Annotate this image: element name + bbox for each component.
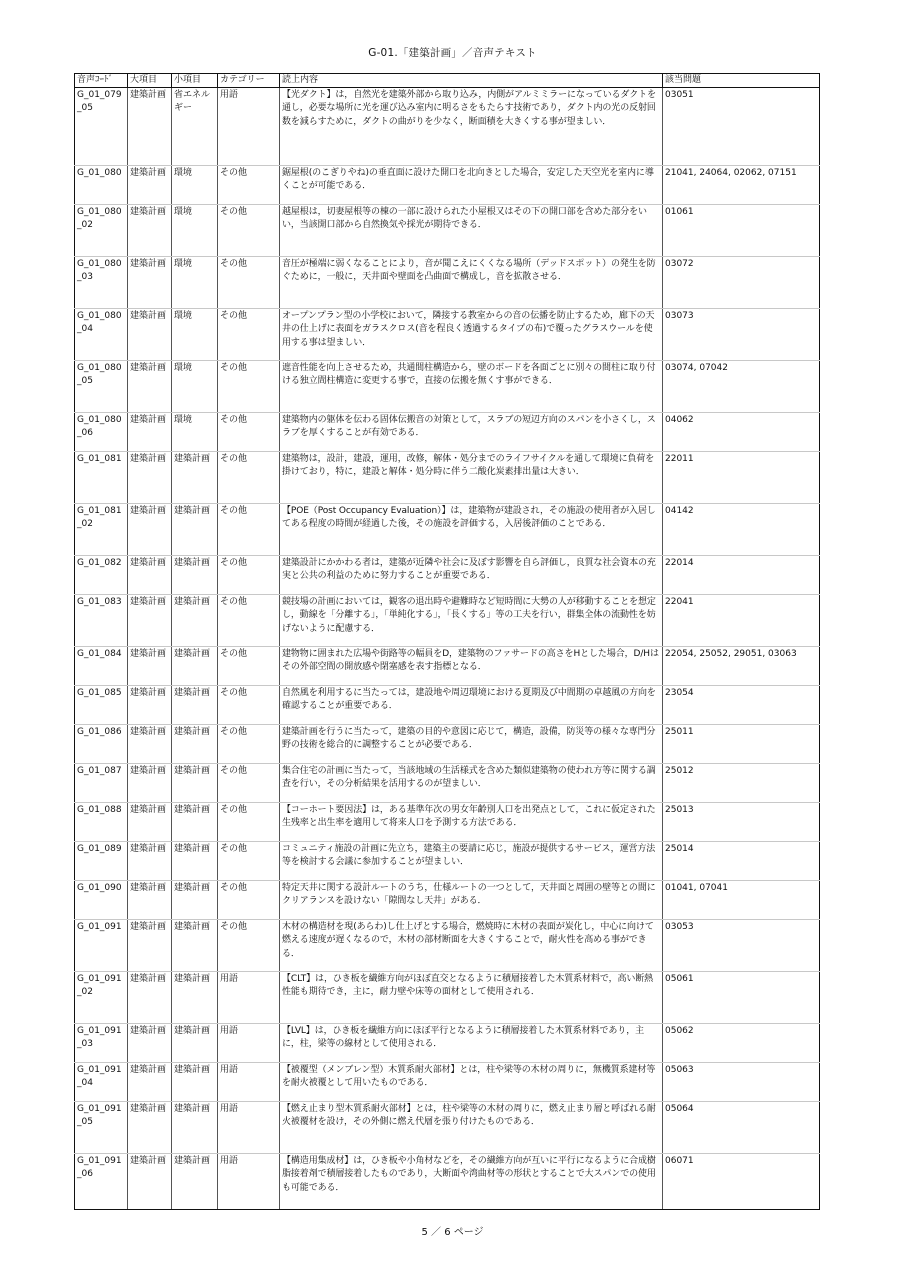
- cell-code: G_01_080_03: [75, 257, 128, 309]
- cell-minor: 建築計画: [172, 972, 218, 1024]
- cell-major: 建築計画: [128, 88, 172, 166]
- cell-minor: 環境: [172, 361, 218, 413]
- cell-text: 建築設計にかかわる者は，建築が近隣や社会に及ぼす影響を自ら評価し，良質な社会資本の充実と公共の利益のために努力することが重要である．: [280, 556, 663, 595]
- cell-minor: 建築計画: [172, 452, 218, 504]
- cell-problem: 05064: [663, 1102, 820, 1154]
- cell-category: その他: [218, 257, 280, 309]
- cell-problem: 03074, 07042: [663, 361, 820, 413]
- cell-minor: 建築計画: [172, 1063, 218, 1102]
- cell-category: 用語: [218, 1063, 280, 1102]
- table-row: [75, 88, 820, 166]
- table-row: [75, 881, 820, 920]
- cell-major: 建築計画: [128, 881, 172, 920]
- cell-code: G_01_091_06: [75, 1154, 128, 1210]
- cell-category: その他: [218, 647, 280, 686]
- table-row: [75, 413, 820, 452]
- cell-text: 建築物内の躯体を伝わる固体伝搬音の対策として，スラブの短辺方向のスパンを小さくし，スラブを厚くすることが有効である．: [280, 413, 663, 452]
- cell-minor: 建築計画: [172, 595, 218, 647]
- cell-problem: 22054, 25052, 29051, 03063: [663, 647, 820, 686]
- cell-problem: 03072: [663, 257, 820, 309]
- cell-text: 木材の構造材を現(あらわ)し仕上げとする場合，燃焼時に木材の表面が炭化し，中心に向けて燃える速度が遅くなるので，木材の部材断面を大きくすることで，耐火性を高める事ができる．: [280, 920, 663, 972]
- cell-minor: 建築計画: [172, 842, 218, 881]
- table-row: [75, 842, 820, 881]
- cell-code: G_01_080_06: [75, 413, 128, 452]
- cell-major: 建築計画: [128, 595, 172, 647]
- table-row: [75, 686, 820, 725]
- cell-code: G_01_087: [75, 764, 128, 803]
- cell-major: 建築計画: [128, 725, 172, 764]
- cell-category: その他: [218, 556, 280, 595]
- cell-major: 建築計画: [128, 1024, 172, 1063]
- table-row: [75, 205, 820, 257]
- cell-problem: 03073: [663, 309, 820, 361]
- cell-text: 遮音性能を向上させるため，共通間柱構造から，壁のボードを各面ごとに別々の間柱に取り付ける独立間柱構造に変更する事で，直接の伝搬を無くす事ができる．: [280, 361, 663, 413]
- table-row: [75, 803, 820, 842]
- cell-text: 鋸屋根(のこぎりやね)の垂直面に設けた開口を北向きとした場合，安定した天空光を室内に導くことが可能である．: [280, 166, 663, 205]
- table-row: [75, 361, 820, 413]
- cell-code: G_01_079_05: [75, 88, 128, 166]
- cell-code: G_01_086: [75, 725, 128, 764]
- cell-problem: 25011: [663, 725, 820, 764]
- cell-category: その他: [218, 413, 280, 452]
- cell-category: その他: [218, 686, 280, 725]
- cell-category: その他: [218, 595, 280, 647]
- cell-category: その他: [218, 452, 280, 504]
- cell-minor: 建築計画: [172, 803, 218, 842]
- table-row: [75, 972, 820, 1024]
- cell-category: 用語: [218, 1154, 280, 1210]
- cell-code: G_01_080_04: [75, 309, 128, 361]
- table-row: [75, 257, 820, 309]
- cell-problem: 23054: [663, 686, 820, 725]
- table-row: [75, 1063, 820, 1102]
- cell-major: 建築計画: [128, 504, 172, 556]
- cell-minor: 環境: [172, 205, 218, 257]
- cell-problem: 22014: [663, 556, 820, 595]
- cell-major: 建築計画: [128, 1102, 172, 1154]
- cell-code: G_01_081_02: [75, 504, 128, 556]
- cell-problem: 22011: [663, 452, 820, 504]
- cell-text: 【燃え止まり型木質系耐火部材】とは，柱や梁等の木材の周りに，燃え止まり層と呼ばれる耐火被覆材を設け，その外側に燃え代層を張り付けたものである．: [280, 1102, 663, 1154]
- cell-text: コミュニティ施設の計画に先立ち，建築主の要請に応じ，施設が提供するサービス，運営方法等を検討する会議に参加することが望ましい．: [280, 842, 663, 881]
- cell-major: 建築計画: [128, 361, 172, 413]
- cell-category: その他: [218, 205, 280, 257]
- cell-code: G_01_082: [75, 556, 128, 595]
- cell-text: 【被覆型（メンブレン型）木質系耐火部材】とは，柱や梁等の木材の周りに，無機質系建材等を耐火被覆として用いたものである．: [280, 1063, 663, 1102]
- cell-problem: 04062: [663, 413, 820, 452]
- cell-problem: 25014: [663, 842, 820, 881]
- table-row: [75, 1102, 820, 1154]
- cell-minor: 環境: [172, 166, 218, 205]
- cell-minor: 建築計画: [172, 1102, 218, 1154]
- table-row: [75, 504, 820, 556]
- cell-code: G_01_085: [75, 686, 128, 725]
- cell-code: G_01_080_02: [75, 205, 128, 257]
- cell-text: 【CLT】は，ひき板を繊維方向がほぼ直交となるように積層接着した木質系材料で，高い断熱性能も期待でき，主に，耐力壁や床等の面材として使用される．: [280, 972, 663, 1024]
- cell-text: 建築計画を行うに当たって，建築の目的や意図に応じて，構造，設備，防災等の様々な専門分野の技術を総合的に調整することが必要である．: [280, 725, 663, 764]
- cell-text: 【光ダクト】は，自然光を建築外部から取り込み，内側がアルミミラーになっているダクトを通し，必要な場所に光を運び込み室内に明るさをもたらす技術であり，ダクト内の光の反射回数を減らすために，ダクトの曲がりを少なく，断面積を大きくする事が望ましい．: [280, 88, 663, 166]
- cell-code: G_01_081: [75, 452, 128, 504]
- cell-minor: 建築計画: [172, 920, 218, 972]
- cell-category: その他: [218, 504, 280, 556]
- cell-code: G_01_090: [75, 881, 128, 920]
- cell-text: 自然風を利用するに当たっては，建設地や周辺環境における夏期及び中間期の卓越風の方向を確認することが重要である．: [280, 686, 663, 725]
- cell-major: 建築計画: [128, 309, 172, 361]
- table-row: [75, 764, 820, 803]
- cell-text: 建築物は，設計，建設，運用，改修，解体・処分までのライフサイクルを通して環境に負荷を掛けており，特に，建設と解体・処分時に伴う二酸化炭素排出量は大きい．: [280, 452, 663, 504]
- cell-problem: 25012: [663, 764, 820, 803]
- cell-minor: 建築計画: [172, 647, 218, 686]
- table-row: [75, 1154, 820, 1210]
- table-body: [75, 88, 820, 1210]
- table-header-row: [75, 74, 820, 88]
- cell-text: 建物物に囲まれた広場や街路等の幅員をD，建築物のファサードの高さをHとした場合，D/Hはその外部空間の開放感や閉塞感を表す指標となる．: [280, 647, 663, 686]
- table-row: [75, 1024, 820, 1063]
- page-title: G-01.「建築計画」／音声テキスト: [368, 47, 537, 59]
- cell-minor: 建築計画: [172, 556, 218, 595]
- cell-category: その他: [218, 309, 280, 361]
- cell-text: 特定天井に関する設計ルートのうち，仕様ルートの一つとして，天井面と周囲の壁等との間にクリアランスを設けない「隙間なし天井」がある．: [280, 881, 663, 920]
- cell-problem: 05063: [663, 1063, 820, 1102]
- cell-code: G_01_083: [75, 595, 128, 647]
- cell-major: 建築計画: [128, 647, 172, 686]
- col-header-category: カテゴリー: [218, 74, 280, 88]
- cell-category: 用語: [218, 1024, 280, 1063]
- table-row: [75, 920, 820, 972]
- cell-problem: 21041, 24064, 02062, 07151: [663, 166, 820, 205]
- cell-minor: 建築計画: [172, 504, 218, 556]
- cell-minor: 建築計画: [172, 686, 218, 725]
- cell-problem: 01041, 07041: [663, 881, 820, 920]
- table-row: [75, 166, 820, 205]
- cell-major: 建築計画: [128, 842, 172, 881]
- table-row: [75, 452, 820, 504]
- page-number: 5 ／ 6 ページ: [421, 1227, 484, 1238]
- cell-minor: 省エネルギー: [172, 88, 218, 166]
- cell-problem: 05062: [663, 1024, 820, 1063]
- cell-text: オープンプラン型の小学校において，隣接する教室からの音の伝播を防止するため，廊下の天井の仕上げに表面をガラスクロス(音を程良く透過するタイプの布)で覆ったグラスウールを使用する事は望ましい．: [280, 309, 663, 361]
- cell-code: G_01_084: [75, 647, 128, 686]
- cell-minor: 建築計画: [172, 725, 218, 764]
- cell-code: G_01_091_02: [75, 972, 128, 1024]
- cell-text: 越屋根は，切妻屋根等の棟の一部に設けられた小屋根又はその下の開口部を含めた部分をいい，当該開口部から自然換気や採光が期待できる．: [280, 205, 663, 257]
- cell-code: G_01_080: [75, 166, 128, 205]
- cell-text: 【コーホート要因法】は，ある基準年次の男女年齢別人口を出発点として，これに仮定された生残率と出生率を適用して将来人口を予測する方法である．: [280, 803, 663, 842]
- cell-major: 建築計画: [128, 1154, 172, 1210]
- cell-major: 建築計画: [128, 452, 172, 504]
- cell-category: 用語: [218, 972, 280, 1024]
- table-row: [75, 725, 820, 764]
- cell-code: G_01_091_05: [75, 1102, 128, 1154]
- cell-text: 【LVL】は，ひき板を繊維方向にほぼ平行となるように積層接着した木質系材料であり，主に，柱，梁等の線材として使用される．: [280, 1024, 663, 1063]
- col-header-text: 読上内容: [280, 74, 663, 88]
- cell-code: G_01_089: [75, 842, 128, 881]
- cell-text: 集合住宅の計画に当たって，当該地域の生活様式を含めた類似建築物の使われ方等に関する調査を行い，その分析結果を活用するのが望ましい．: [280, 764, 663, 803]
- cell-category: 用語: [218, 1102, 280, 1154]
- table-row: [75, 647, 820, 686]
- cell-major: 建築計画: [128, 803, 172, 842]
- cell-category: その他: [218, 803, 280, 842]
- cell-category: その他: [218, 881, 280, 920]
- cell-minor: 環境: [172, 309, 218, 361]
- cell-category: その他: [218, 725, 280, 764]
- cell-code: G_01_091_04: [75, 1063, 128, 1102]
- cell-major: 建築計画: [128, 1063, 172, 1102]
- cell-major: 建築計画: [128, 556, 172, 595]
- col-header-minor: 小項目: [172, 74, 218, 88]
- cell-code: G_01_091: [75, 920, 128, 972]
- cell-minor: 建築計画: [172, 1024, 218, 1063]
- cell-text: 競技場の計画においては，観客の退出時や避難時など短時間に大勢の人が移動することを想定し，動線を「分離する」，「単純化する」，「長くする」等の工夫を行い，群集全体の流動性を妨げないように配慮する．: [280, 595, 663, 647]
- cell-code: G_01_091_03: [75, 1024, 128, 1063]
- table-row: [75, 595, 820, 647]
- cell-category: その他: [218, 166, 280, 205]
- cell-category: その他: [218, 920, 280, 972]
- cell-problem: 22041: [663, 595, 820, 647]
- col-header-problem: 該当問題: [663, 74, 820, 88]
- cell-minor: 環境: [172, 413, 218, 452]
- cell-major: 建築計画: [128, 686, 172, 725]
- cell-problem: 03053: [663, 920, 820, 972]
- col-header-major: 大項目: [128, 74, 172, 88]
- cell-category: その他: [218, 361, 280, 413]
- cell-category: その他: [218, 842, 280, 881]
- col-header-code: 音声ｺｰﾄﾞ: [75, 74, 128, 88]
- cell-code: G_01_080_05: [75, 361, 128, 413]
- cell-text: 音圧が極端に弱くなることにより，音が聞こえにくくなる場所（デッドスポット）の発生を防ぐために，一般に，天井面や壁面を凸曲面で構成し，音を拡散させる．: [280, 257, 663, 309]
- cell-text: 【POE（Post Occupancy Evaluation）】は，建築物が建設され，その施設の使用者が入居してある程度の時間が経過した後，その施設を評価する，入居後評価のことである．: [280, 504, 663, 556]
- cell-major: 建築計画: [128, 257, 172, 309]
- cell-problem: 06071: [663, 1154, 820, 1210]
- cell-category: その他: [218, 764, 280, 803]
- table-row: [75, 556, 820, 595]
- cell-category: 用語: [218, 88, 280, 166]
- cell-problem: 04142: [663, 504, 820, 556]
- cell-major: 建築計画: [128, 972, 172, 1024]
- cell-major: 建築計画: [128, 920, 172, 972]
- cell-problem: 25013: [663, 803, 820, 842]
- cell-minor: 建築計画: [172, 1154, 218, 1210]
- cell-major: 建築計画: [128, 205, 172, 257]
- cell-problem: 03051: [663, 88, 820, 166]
- cell-minor: 建築計画: [172, 764, 218, 803]
- cell-text: 【構造用集成材】は，ひき板や小角材などを，その繊維方向が互いに平行になるように合成樹脂接着剤で積層接着したものであり，大断面や湾曲材等の形状とすることで大スパンでの使用も可能である．: [280, 1154, 663, 1210]
- cell-minor: 環境: [172, 257, 218, 309]
- table-row: [75, 309, 820, 361]
- cell-problem: 01061: [663, 205, 820, 257]
- audio-text-table: [74, 73, 820, 1210]
- cell-major: 建築計画: [128, 764, 172, 803]
- cell-code: G_01_088: [75, 803, 128, 842]
- cell-major: 建築計画: [128, 166, 172, 205]
- cell-minor: 建築計画: [172, 881, 218, 920]
- cell-major: 建築計画: [128, 413, 172, 452]
- cell-problem: 05061: [663, 972, 820, 1024]
